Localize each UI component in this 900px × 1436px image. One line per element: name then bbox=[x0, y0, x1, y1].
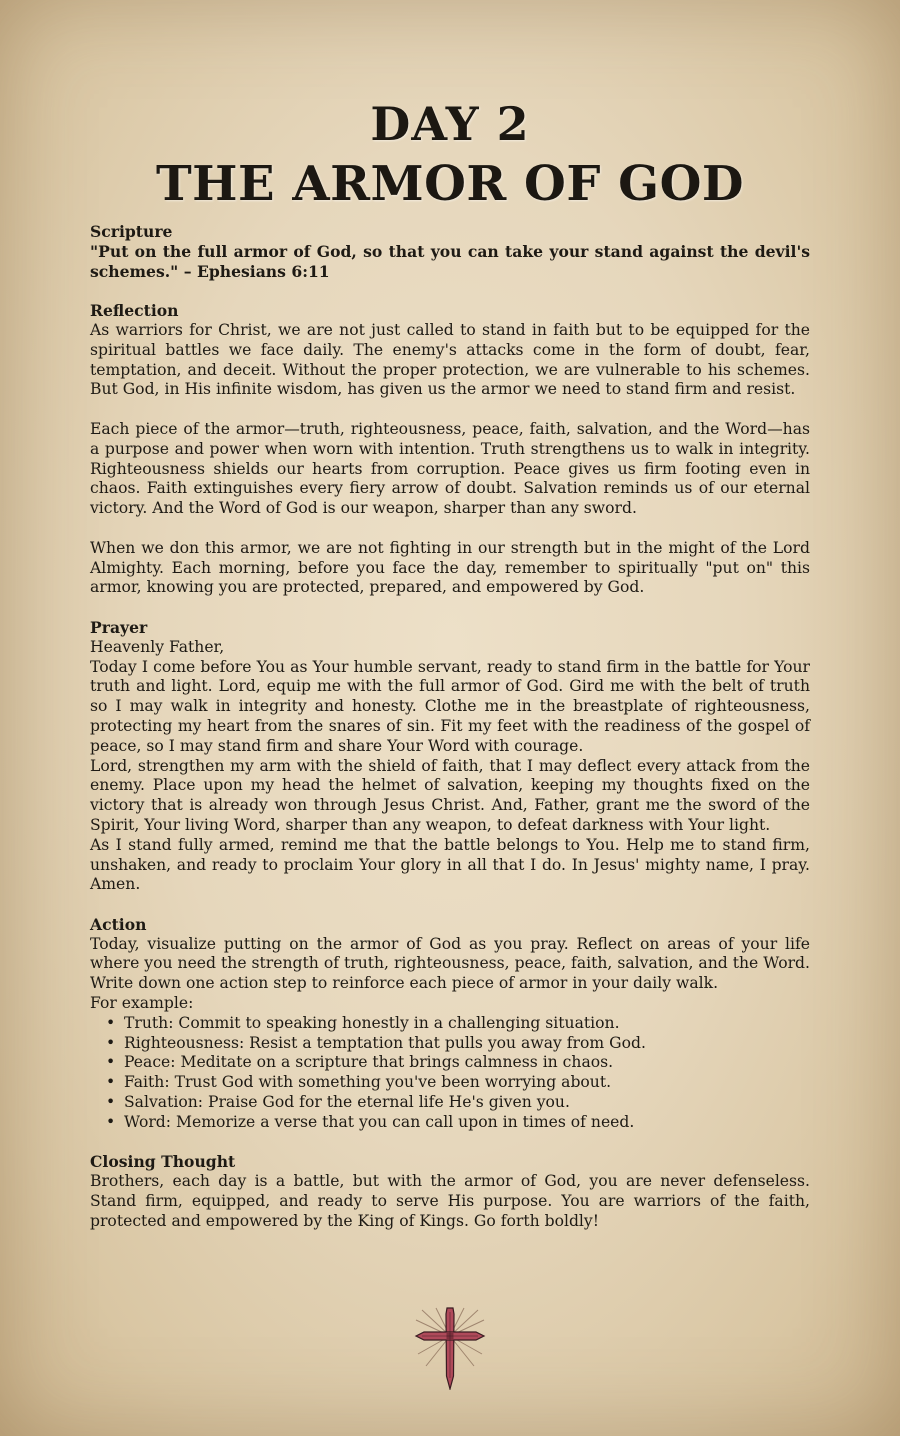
closing-text: Brothers, each day is a battle, but with the armor of God, you are never defenseless. Stand firm, equipped, and ready to serve His purpose. You are warriors of the faith, protected and empowered by the King of Kings. Go forth boldly! bbox=[90, 1172, 810, 1230]
page-title-day: DAY 2 bbox=[370, 97, 530, 151]
page-title: THE ARMOR OF GOD bbox=[155, 156, 745, 212]
list-item: • Word: Memorize a verse that you can call upon in times of need. bbox=[124, 1113, 810, 1133]
prayer-heading: Prayer bbox=[90, 617, 148, 637]
reflection-section bbox=[90, 301, 810, 598]
list-item: • Salvation: Praise God for the eternal life He's given you. bbox=[124, 1093, 810, 1113]
scripture-heading: Scripture bbox=[90, 222, 173, 241]
list-item: • Faith: Trust God with something you've been worrying about. bbox=[124, 1073, 810, 1093]
prayer-paragraph: As I stand fully armed, remind me that the battle belongs to You. Help me to stand firm, unshaken, and ready to proclaim Your glory in all that I do. In Jesus' mighty name, I pray. Amen. bbox=[90, 835, 810, 894]
action-text: Today, visualize putting on the armor of God as you pray. Reflect on areas of your life where you need the strength of truth, righteousness, peace, faith, salvation, and the Word. Write down one action step to reinforce each piece of armor in your daily walk. bbox=[90, 934, 810, 993]
action-section bbox=[90, 915, 810, 1133]
prayer-paragraph: Today I come before You as Your humble servant, ready to stand firm in the battle for Your truth and light. Lord, equip me with the full armor of God. Gird me with the belt of truth so I may walk in integrity and honesty. Clothe me in the breastplate of righteousness, protecting my heart from the snares of sin. Fit my feet with the readiness of the gospel of peace, so I may stand firm and share Your Word with courage. bbox=[90, 657, 810, 755]
action-examples-list bbox=[90, 1014, 810, 1133]
reflection-heading: Reflection bbox=[90, 301, 179, 321]
prayer-section bbox=[90, 618, 810, 895]
action-example-intro: For example: bbox=[90, 994, 194, 1013]
prayer-salutation: Heavenly Father, bbox=[90, 637, 225, 656]
scripture-quote: "Put on the full armor of God, so that you can take your stand against the devil's schemes." – Ephesians 6:11 bbox=[90, 241, 810, 281]
list-item: • Righteousness: Resist a temptation that pulls you away from God. bbox=[124, 1034, 810, 1054]
list-item: • Peace: Meditate on a scripture that brings calmness in chaos. bbox=[124, 1053, 810, 1073]
action-heading: Action bbox=[90, 914, 147, 934]
reflection-paragraph: Each piece of the armor—truth, righteousness, peace, faith, salvation, and the Word—has a purpose and power when worn with intention. Truth strengthens us to walk in integrity. Righteousness shields our hearts from corruption. Peace gives us firm footing even in chaos. Faith extinguishes every fiery arrow of doubt. Salvation reminds us of our eternal victory. And the Word of God is our weapon, sharper than any sword. bbox=[90, 419, 810, 518]
closing-section bbox=[90, 1152, 810, 1231]
reflection-paragraph: As warriors for Christ, we are not just called to stand in faith but to be equipped for the spiritual battles we face daily. The enemy's attacks come in the form of doubt, fear, temptation, and deceit. Without the proper protection, we are vulnerable to his schemes. But God, in His infinite wisdom, has given us the armor we need to stand firm and resist. bbox=[90, 320, 810, 399]
devotional-content bbox=[90, 222, 810, 1232]
scripture-section bbox=[90, 222, 810, 281]
reflection-paragraph: When we don this armor, we are not fighting in our strength but in the might of the Lord Almighty. Each morning, before you face the day, remember to spiritually "put on" this armor, knowing you are protected, prepared, and empowered by God. bbox=[90, 538, 810, 597]
closing-heading: Closing Thought bbox=[90, 1152, 236, 1172]
cross-icon bbox=[412, 1306, 488, 1390]
prayer-paragraph: Lord, strengthen my arm with the shield of faith, that I may deflect every attack from the enemy. Place upon my head the helmet of salvation, keeping my thoughts fixed on the victory that is already won through Jesus Christ. And, Father, grant me the sword of the Spirit, Your living Word, sharper than any weapon, to defeat darkness with Your light. bbox=[90, 756, 810, 834]
list-item: • Truth: Commit to speaking honestly in a challenging situation. bbox=[124, 1014, 810, 1034]
